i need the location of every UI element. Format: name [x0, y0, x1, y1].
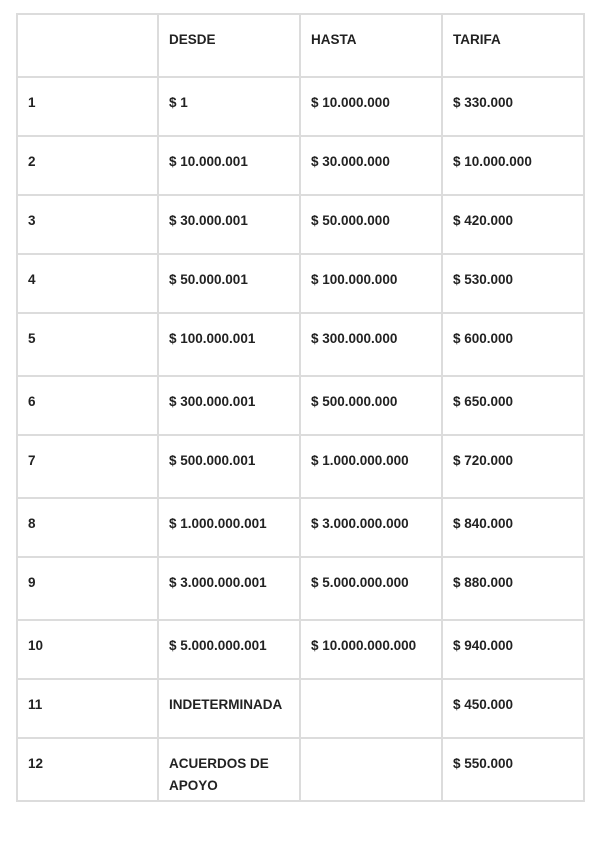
tarifa-cell: $ 550.000	[442, 738, 584, 801]
header-cell-index	[17, 14, 158, 77]
desde-cell: $ 1	[158, 77, 300, 136]
desde-cell: ACUERDOS DE APOYO	[158, 738, 300, 801]
desde-cell: INDETERMINADA	[158, 679, 300, 738]
row-index-cell: 12	[17, 738, 158, 801]
header-cell-desde: DESDE	[158, 14, 300, 77]
table-header-row	[17, 14, 584, 77]
row-index-cell: 2	[17, 136, 158, 195]
tarifa-cell: $ 530.000	[442, 254, 584, 313]
desde-cell: $ 30.000.001	[158, 195, 300, 254]
row-index-cell: 4	[17, 254, 158, 313]
table-row	[17, 557, 584, 620]
row-index-cell: 1	[17, 77, 158, 136]
tarifa-cell: $ 10.000.000	[442, 136, 584, 195]
tarifas-table	[16, 13, 585, 802]
table-row	[17, 195, 584, 254]
row-index-cell: 3	[17, 195, 158, 254]
hasta-cell: $ 500.000.000	[300, 376, 442, 435]
hasta-cell: $ 5.000.000.000	[300, 557, 442, 620]
hasta-cell: $ 50.000.000	[300, 195, 442, 254]
header-cell-tarifa: TARIFA	[442, 14, 584, 77]
table-row	[17, 620, 584, 679]
hasta-cell: $ 1.000.000.000	[300, 435, 442, 498]
row-index-cell: 8	[17, 498, 158, 557]
table-row	[17, 136, 584, 195]
table-row	[17, 254, 584, 313]
tarifa-cell: $ 880.000	[442, 557, 584, 620]
desde-cell: $ 50.000.001	[158, 254, 300, 313]
desde-cell: $ 3.000.000.001	[158, 557, 300, 620]
hasta-cell: $ 30.000.000	[300, 136, 442, 195]
table-row	[17, 77, 584, 136]
hasta-cell	[300, 738, 442, 801]
table-row	[17, 738, 584, 801]
table-row	[17, 435, 584, 498]
tarifa-cell: $ 720.000	[442, 435, 584, 498]
desde-cell: $ 500.000.001	[158, 435, 300, 498]
row-index-cell: 5	[17, 313, 158, 376]
hasta-cell: $ 300.000.000	[300, 313, 442, 376]
hasta-cell: $ 10.000.000.000	[300, 620, 442, 679]
tarifa-cell: $ 940.000	[442, 620, 584, 679]
tarifa-cell: $ 330.000	[442, 77, 584, 136]
desde-cell: $ 300.000.001	[158, 376, 300, 435]
header-cell-hasta: HASTA	[300, 14, 442, 77]
tarifa-cell: $ 420.000	[442, 195, 584, 254]
tarifa-cell: $ 450.000	[442, 679, 584, 738]
tarifa-cell: $ 840.000	[442, 498, 584, 557]
tarifa-cell: $ 650.000	[442, 376, 584, 435]
row-index-cell: 9	[17, 557, 158, 620]
desde-cell: $ 10.000.001	[158, 136, 300, 195]
table-row	[17, 313, 584, 376]
table-row	[17, 376, 584, 435]
row-index-cell: 6	[17, 376, 158, 435]
row-index-cell: 11	[17, 679, 158, 738]
tarifa-cell: $ 600.000	[442, 313, 584, 376]
desde-cell: $ 1.000.000.001	[158, 498, 300, 557]
desde-cell: $ 5.000.000.001	[158, 620, 300, 679]
hasta-cell: $ 100.000.000	[300, 254, 442, 313]
row-index-cell: 10	[17, 620, 158, 679]
row-index-cell: 7	[17, 435, 158, 498]
hasta-cell: $ 10.000.000	[300, 77, 442, 136]
desde-cell: $ 100.000.001	[158, 313, 300, 376]
hasta-cell: $ 3.000.000.000	[300, 498, 442, 557]
hasta-cell	[300, 679, 442, 738]
table-row	[17, 498, 584, 557]
table-row	[17, 679, 584, 738]
